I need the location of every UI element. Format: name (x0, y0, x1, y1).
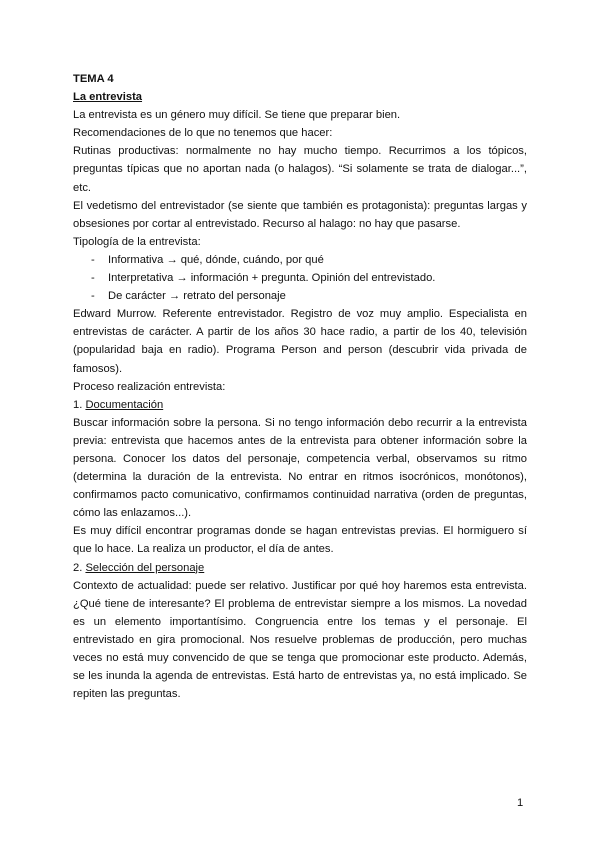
subsection-number: 2. (73, 561, 86, 574)
paragraph: El vedetismo del entrevistador (se siente que también es protagonista): preguntas largas y obsesiones por cortar al entrevistado. Recurso al halago: no hay que pasarse. (73, 199, 527, 230)
subsection-heading (73, 396, 527, 414)
paragraph: Rutinas productivas: normalmente no hay mucho tiempo. Recurrimos a los tópicos, preguntas típicas que no aportan nada (o halagos). “Si solamente se trata de dialogar...”, etc. (73, 145, 527, 194)
list-item-text: Informativa → qué, dónde, cuándo, por qué (108, 253, 324, 266)
paragraph: Edward Murrow. Referente entrevistador. Registro de voz muy amplio. Especialista en entrevistas de carácter. A partir de los años 30 hace radio, a partir de los 40, televisión (popularidad baja en radio). Programa Person and person (descubrir vida privada de famosos). (73, 308, 527, 375)
subsection-number: 1. (73, 398, 86, 411)
paragraph: Recomendaciones de lo que no tenemos que hacer: (73, 127, 333, 140)
page-number: 1 (517, 797, 524, 809)
paragraph: Proceso realización entrevista: (73, 380, 226, 393)
bullet-dash: - (91, 272, 95, 285)
bullet-dash: - (91, 290, 95, 303)
document-body (73, 70, 527, 703)
typology-list (73, 251, 527, 305)
paragraph: La entrevista es un género muy difícil. Se tiene que preparar bien. (73, 109, 401, 122)
paragraph: Contexto de actualidad: puede ser relativo. Justificar por qué hoy haremos esta entrevista. ¿Qué tiene de interesante? El problema de entrevistar siempre a los mismos. La novedad es un elemento importantísimo. Congruencia entre los temas y el personaje. El entrevistado en gira promocional. Nos resuelve problemas de producción, pero muchas veces no está muy convencido de que se tenga que promocionar este producto. Además, se les inunda la agenda de entrevistas. Está harto de entrevistas ya, no está implicado. Se repiten las preguntas. (73, 579, 527, 701)
list-item-text: Interpretativa → información + pregunta. Opinión del entrevistado. (108, 272, 436, 285)
paragraph: Es muy difícil encontrar programas donde se hagan entrevistas previas. El hormiguero sí que lo hace. La realiza un productor, el día de antes. (73, 525, 527, 556)
subsection-title: Documentación (85, 398, 164, 411)
list-item-text: De carácter → retrato del personaje (108, 290, 286, 303)
paragraph: Tipología de la entrevista: (73, 235, 201, 248)
section-heading: La entrevista (73, 91, 143, 104)
bullet-dash: - (91, 253, 95, 266)
list-item (73, 251, 527, 269)
subsection-heading (73, 559, 527, 577)
paragraph: Buscar información sobre la persona. Si no tengo información debo recurrir a la entrevista previa: entrevista que hacemos antes de la entrevista para obtener información sobre la persona. Conocer los datos del personaje, competencia verbal, observamos su ritmo (determina la duración de la entrevista. No entrar en ritmos isocrónicos, monótonos), confirmamos pacto comunicativo, confirmamos continuidad narrativa (orden de preguntas, cómo las enlazamos...). (73, 416, 527, 520)
list-item (73, 287, 527, 305)
list-item (73, 269, 527, 287)
subsection-title: Selección del personaje (85, 561, 205, 574)
topic-title: TEMA 4 (73, 73, 114, 85)
